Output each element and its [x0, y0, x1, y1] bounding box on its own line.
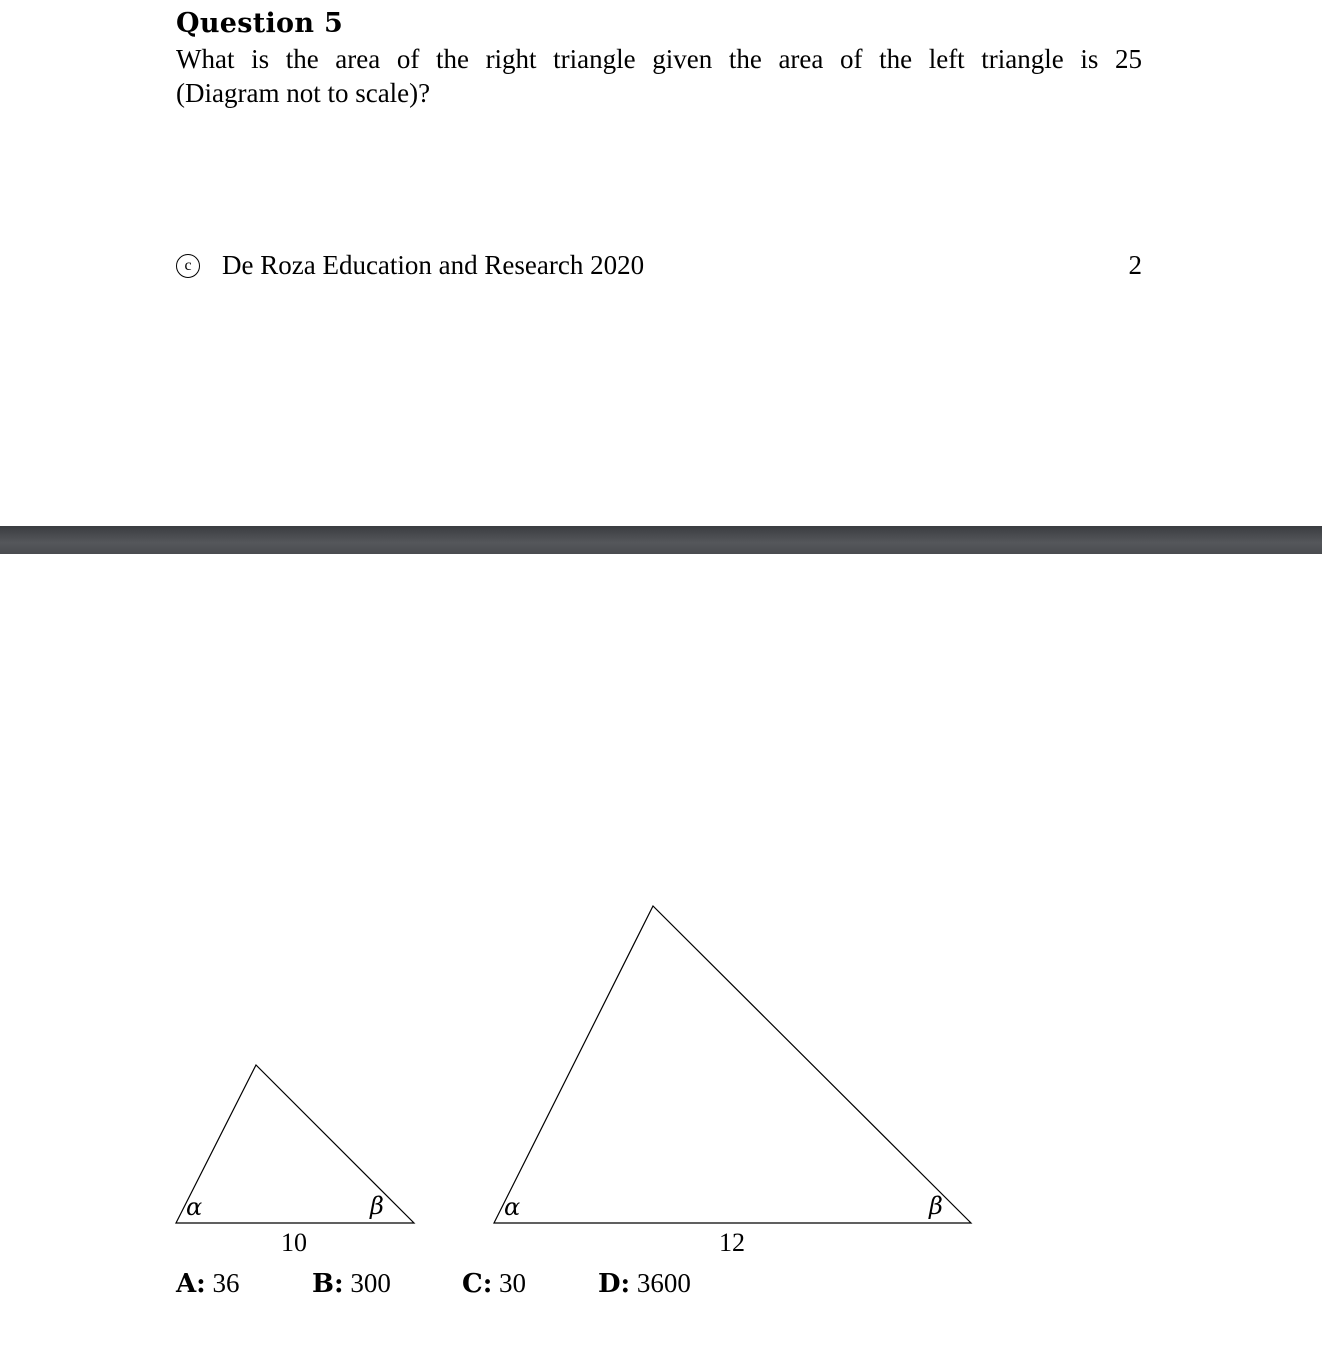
choice-d[interactable]: [598, 1268, 691, 1299]
left-triangle-beta: β: [370, 1192, 384, 1220]
right-triangle-beta: β: [929, 1192, 943, 1220]
left-triangle-base-label: 10: [281, 1228, 307, 1257]
page-number: 2: [1128, 250, 1142, 280]
question-text-line2: (Diagram not to scale)?: [176, 78, 431, 108]
choice-c-value: 30: [499, 1268, 527, 1298]
choice-d-key: D:: [598, 1269, 631, 1299]
choice-a-key: A:: [176, 1269, 206, 1299]
choice-a[interactable]: [176, 1268, 240, 1299]
choice-a-value: 36: [212, 1268, 240, 1298]
right-triangle: [494, 906, 971, 1223]
choice-b-key: B:: [312, 1269, 344, 1299]
left-triangle-alpha: α: [186, 1193, 203, 1221]
right-triangle-base-label: 12: [719, 1228, 745, 1257]
choice-b-value: 300: [350, 1268, 391, 1298]
copyright-icon: c: [176, 254, 200, 278]
choice-d-value: 3600: [636, 1268, 691, 1298]
question-text-line1: What is the area of the right triangle given the area of the left triangle is 25: [176, 44, 1142, 74]
right-triangle-alpha: α: [504, 1193, 521, 1221]
choice-c[interactable]: [462, 1268, 526, 1299]
choice-b[interactable]: [312, 1268, 391, 1299]
publisher-text: De Roza Education and Research 2020: [222, 250, 645, 280]
choice-c-key: C:: [462, 1269, 493, 1299]
question-title: Question 5: [176, 8, 344, 39]
